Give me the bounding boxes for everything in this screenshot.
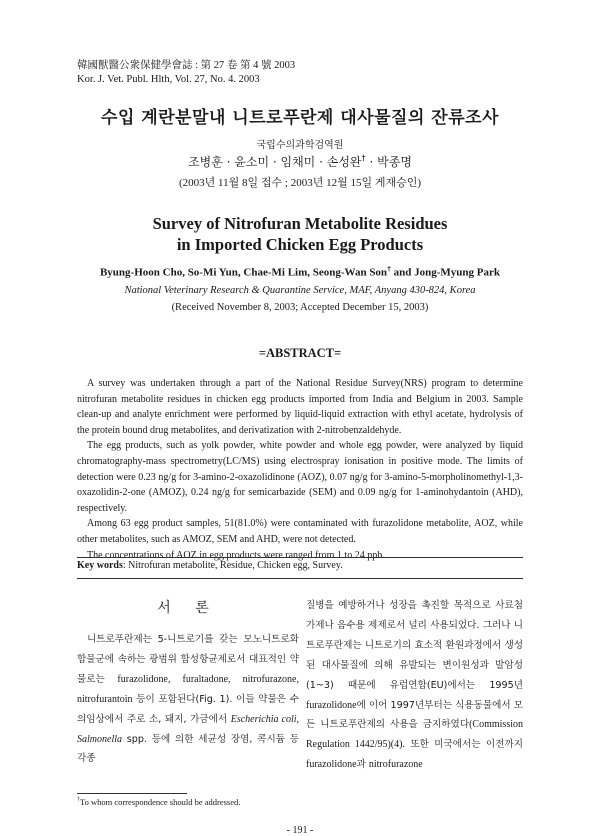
english-dates: (Received November 8, 2003; Accepted December 15, 2003) [171,302,429,313]
drug-names: furazolidone, furaltadone, nitrofurazone, nitrofurantoin [77,673,299,705]
corresponding-mark-en: † [387,264,391,273]
korean-author-last: · 박종명 [365,155,412,169]
keywords-bottom-rule [77,578,523,579]
keywords [77,560,343,571]
keywords-text: : Nitrofuran metabolite, Residue, Chicken egg, Survey. [122,560,343,571]
korean-author-names: 조병훈 · 윤소미 · 임채미 · 손성완 [188,155,362,169]
english-title-line1: Survey of Nitrofuran Metabolite Residues [152,214,448,233]
keywords-top-rule [77,557,523,558]
drug-name: furazolidone [306,699,357,711]
journal-header [77,59,295,87]
regulation-citation: (Commission Regulation 1442/95)(4). [306,719,523,751]
journal-line-english: Kor. J. Vet. Publ. Hlth, Vol. 27, No. 4. 2003 [77,74,260,85]
body-text: 등이 포함된다(Fig. 1). 이들 약물은 수의임상에서 주로 소, 돼지, 가금에서 [77,693,299,725]
english-title-line2: in Imported Chicken Egg Products [176,235,424,254]
footnote-text: To whom correspondence should be addressed. [79,797,241,807]
english-affiliation: National Veterinary Research & Quarantine Service, MAF, Anyang 430-824, Korea [124,285,476,296]
korean-title: 수입 계란분말내 니트로푸란제 대사물질의 잔류조사 [101,108,499,128]
body-text: spp. 등에 의한 세균성 장염, 콕시듐 등 각종 [77,733,299,765]
body-column-right [306,596,523,775]
english-author-last: and Jong-Myung Park [390,266,501,279]
korean-dates: (2003년 11월 8일 접수 ; 2003년 12월 15일 게재승인) [179,177,421,189]
korean-institution: 국립수의과학검역원 [256,140,344,151]
species-names: Escherichia coli, Salmonella [77,713,300,745]
abstract-paragraph: A survey was undertaken through a part of the National Residue Survey(NRS) program to determine nitrofuran metabolite residues in chicken egg products imported from India and Belgium in 2003. Sample clean-up and analyte enrichment were performed by liquid-liquid extraction with ethyl acetate, hydrolysis of the protein bound drug metabolites, and derivatization with 2-nitrobenzaldehyde. [77,378,523,436]
korean-authors [0,153,600,170]
footnote-rule [77,793,187,794]
abstract-paragraph: The concentrations of AOZ in egg products were ranged from 1 to 24 ppb. [87,549,385,561]
drug-name: nitrofurazone [368,759,423,771]
english-author-names: Byung-Hoon Cho, So-Mi Yun, Chae-Mi Lim, Seong-Wan Son [99,266,388,279]
body-text: 니트로푸란제는 5-니트로기를 갖는 모노니트로화 합물군에 속하는 광범위 합성항균제로서 대표적인 약물로는 [77,634,299,685]
abstract-paragraph: Among 63 egg product samples, 51(81.0%) were contaminated with furazolidone metabolite, AOZ, while other metabolites, such as AMOZ, SEM and AHD, were not detected. [77,518,523,545]
footnote [77,797,240,807]
corresponding-mark: † [361,153,366,163]
body-text: 또한 미국에서는 이전까지 [404,739,523,751]
body-column-left [77,630,299,769]
english-title [0,213,600,255]
drug-name: furazolidone [306,759,357,771]
keywords-label: Key words [77,560,123,571]
section-heading: 서 론 [157,600,219,616]
abstract-paragraph: The egg products, such as yolk powder, white powder and whole egg powder, were analyzed by liquid chromatography-mass spectrometry(LC/MS) using electrospray ionisation in positive mode. The limits of detection were 0.23 ng/g for 3-amino-2-oxazolidinone (AOZ), 0.07 ng/g for 3-amino-5-morpholinomethyl-1,3-oxazolidin-2-one (AMOZ), 0.24 ng/g for semicarbazide (SEM) and 0.09 ng/g for 1-aminohydantoin (AHD), respectively. [77,440,523,514]
page-number: - 191 - [286,825,314,836]
journal-line-korean: 韓國獸醫公衆保健學會誌 : 第 27 卷 第 4 號 2003 [77,60,296,71]
abstract-heading: =ABSTRACT= [258,346,342,360]
footnote-mark: † [77,797,80,804]
abstract-body [77,376,523,563]
body-text: 질병을 예방하거나 성장을 촉진할 목적으로 사료첨가제나 음수용 제제로서 널리 사용되었다. 그러나 니트로푸란제는 니트로기의 효소적 환원과정에서 생성된 대사물질에 의해 유발되는 변이원성과 발암성(1~3) 때문에 유럽연합(EU)에서는 1995년 [306,600,523,691]
body-text: 에 이어 1997년부터는 식용동물에서 모든 니트로푸란제의 사용을 금지하였다 [306,699,523,731]
body-text: 과 [356,759,369,771]
english-authors [0,264,600,279]
